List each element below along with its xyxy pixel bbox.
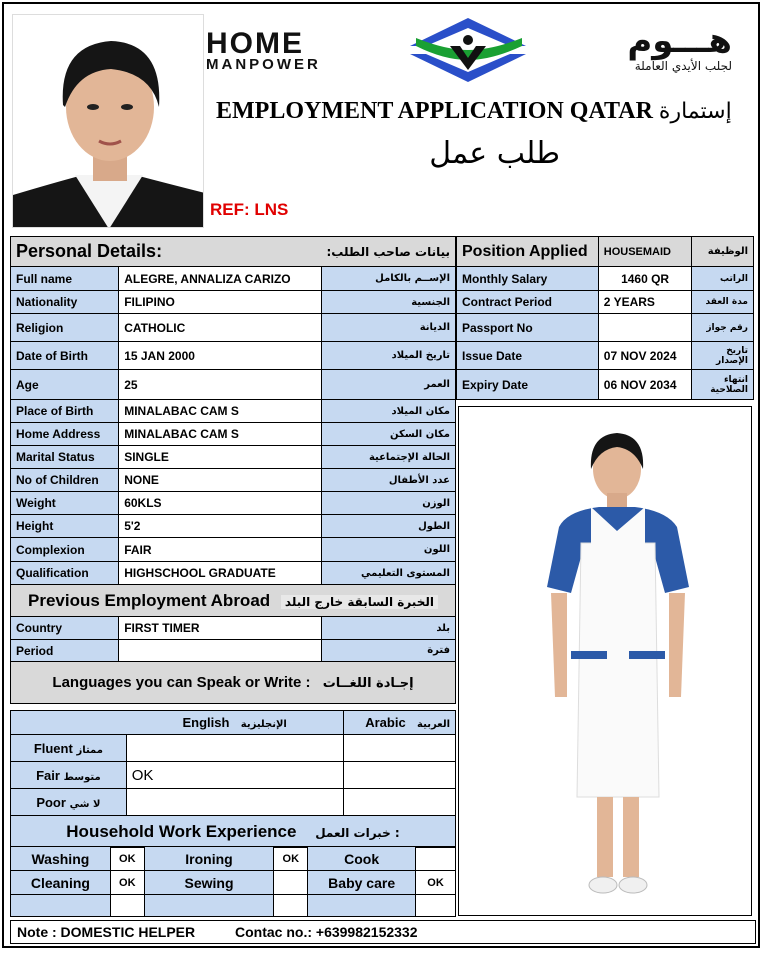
personal-value: FAIR: [119, 538, 322, 562]
language-level-arabic: لا شي: [69, 798, 101, 810]
languages-title-arabic: إجـادة اللغــات: [322, 676, 414, 691]
english-level-value: [126, 789, 343, 816]
personal-value: CATHOLIC: [119, 314, 322, 342]
personal-value: FILIPINO: [119, 291, 322, 314]
arabic-column: Arabic: [365, 715, 406, 730]
position-label: Expiry Date: [457, 370, 599, 400]
logo-arabic-name: هـــوم: [627, 21, 732, 61]
previous-label: Country: [11, 617, 119, 640]
form-title-arabic-1: إستمارة: [658, 99, 732, 124]
household-skill: Washing: [11, 847, 111, 871]
languages-columns: [11, 711, 456, 735]
personal-label-arabic: المستوى التعليمي: [321, 562, 455, 585]
personal-label-arabic: اللون: [321, 538, 455, 562]
applicant-portrait: [12, 14, 204, 228]
personal-label-arabic: العمر: [321, 370, 455, 400]
applicant-full-body-photo: [458, 406, 752, 916]
logo-mark-icon: [406, 16, 530, 84]
previous-row-country: [11, 617, 456, 640]
household-header: [11, 816, 456, 848]
household-skill-value: OK: [110, 847, 144, 871]
personal-label-arabic: عدد الأطفال: [321, 469, 455, 492]
position-value: 06 NOV 2034: [598, 370, 692, 400]
personal-value: ALEGRE, ANNALIZA CARIZO: [119, 267, 322, 291]
position-label-arabic: الراتب: [692, 267, 754, 291]
language-level-arabic: متوسط: [63, 771, 101, 783]
personal-value: 25: [119, 370, 322, 400]
position-label: Passport No: [457, 314, 599, 342]
personal-row: [11, 370, 456, 400]
english-level-value: [126, 735, 343, 762]
previous-label-arabic: بلد: [321, 617, 455, 640]
household-skill: Cleaning: [11, 871, 111, 895]
previous-employment-header: [11, 585, 456, 617]
previous-label: Period: [11, 640, 119, 662]
language-row: [11, 762, 456, 789]
position-row: [457, 314, 754, 342]
footer-contact: Contac no.: +639982152332: [235, 924, 418, 940]
personal-label: Marital Status: [11, 446, 119, 469]
household-skills-table: [10, 846, 456, 917]
position-label-arabic: مدة العقد: [692, 291, 754, 314]
previous-employment-title: Previous Employment Abroad: [28, 590, 271, 610]
footer-note: Note : DOMESTIC HELPER: [17, 924, 196, 940]
position-applied-value: HOUSEMAID: [598, 237, 692, 267]
household-row: [11, 871, 456, 895]
personal-label-arabic: الإســم بالكامل: [321, 267, 455, 291]
household-title-arabic: خبرات العمل :: [315, 825, 400, 840]
personal-label: No of Children: [11, 469, 119, 492]
household-skill-value: OK: [416, 871, 456, 895]
personal-value: 60KLS: [119, 492, 322, 515]
language-level: Fair: [36, 767, 60, 783]
personal-label: Weight: [11, 492, 119, 515]
position-table: [456, 236, 754, 400]
position-row: [457, 342, 754, 370]
language-level-arabic: ممتاز: [76, 744, 103, 756]
reference-code: REF: LNS: [210, 200, 289, 219]
arabic-level-value: [344, 735, 456, 762]
personal-value: 15 JAN 2000: [119, 342, 322, 370]
personal-label: Religion: [11, 314, 119, 342]
english-column: English: [182, 715, 230, 730]
previous-row-period: [11, 640, 456, 662]
household-skill: Sewing: [144, 871, 274, 895]
form-title-arabic-2: طلب عمل: [429, 136, 560, 171]
personal-label: Nationality: [11, 291, 119, 314]
position-row: [457, 291, 754, 314]
logo-arabic-tagline: لجلب الأيدي العاملة: [634, 59, 732, 73]
personal-label-arabic: مكان الميلاد: [321, 400, 455, 423]
languages-header: [11, 662, 456, 704]
personal-row: [11, 538, 456, 562]
household-skill-value: [416, 847, 456, 871]
personal-label-arabic: الطول: [321, 515, 455, 538]
language-level: Poor: [36, 794, 66, 810]
personal-label: Home Address: [11, 423, 119, 446]
household-row: [11, 847, 456, 871]
household-skill: Baby care: [308, 871, 416, 895]
language-row: [11, 735, 456, 762]
position-value: 1460 QR: [598, 267, 692, 291]
arabic-level-value: [344, 762, 456, 789]
language-level: Fluent: [33, 740, 73, 756]
position-applied-arabic: الوظيفة: [692, 237, 754, 267]
personal-value: SINGLE: [119, 446, 322, 469]
previous-value: FIRST TIMER: [119, 617, 322, 640]
personal-label-arabic: الجنسية: [321, 291, 455, 314]
personal-value: 5'2: [119, 515, 322, 538]
position-label-arabic: تاريخ الإصدار: [692, 342, 754, 370]
personal-details-table: [10, 236, 456, 704]
personal-label-arabic: مكان السكن: [321, 423, 455, 446]
previous-label-arabic: فترة: [321, 640, 455, 662]
household-skill-value: OK: [274, 847, 308, 871]
position-label: Monthly Salary: [457, 267, 599, 291]
personal-details-title-arabic: بيانات صاحب الطلب:: [321, 237, 455, 267]
personal-value: MINALABAC CAM S: [119, 423, 322, 446]
personal-label: Age: [11, 370, 119, 400]
personal-label-arabic: تاريخ الميلاد: [321, 342, 455, 370]
position-label: Issue Date: [457, 342, 599, 370]
position-value: [598, 314, 692, 342]
personal-value: MINALABAC CAM S: [119, 400, 322, 423]
personal-row: [11, 469, 456, 492]
languages-table: [10, 710, 456, 848]
footer: [10, 920, 756, 944]
previous-value: [119, 640, 322, 662]
arabic-level-value: [344, 789, 456, 816]
personal-row: [11, 400, 456, 423]
form-title-english: EMPLOYMENT APPLICATION QATAR: [216, 98, 653, 124]
form-title: [216, 98, 746, 132]
personal-row: [11, 314, 456, 342]
personal-details-title: Personal Details:: [11, 237, 322, 267]
household-title: Household Work Experience: [66, 821, 297, 841]
personal-value: NONE: [119, 469, 322, 492]
personal-details-header: [11, 237, 456, 267]
position-row: [457, 267, 754, 291]
personal-label: Qualification: [11, 562, 119, 585]
position-label-arabic: انتهاء الصلاحية: [692, 370, 754, 400]
personal-row: [11, 515, 456, 538]
personal-row: [11, 423, 456, 446]
personal-label: Date of Birth: [11, 342, 119, 370]
personal-label: Height: [11, 515, 119, 538]
household-skill-value: [274, 871, 308, 895]
logo-home-text: HOME: [206, 27, 304, 60]
logo-arabic: [540, 21, 732, 73]
personal-row: [11, 446, 456, 469]
english-column-arabic: الإنجليزية: [240, 719, 287, 730]
position-applied-row: [457, 237, 754, 267]
personal-row: [11, 267, 456, 291]
position-label: Contract Period: [457, 291, 599, 314]
language-row: [11, 789, 456, 816]
position-row: [457, 370, 754, 400]
household-empty-row: [11, 895, 456, 917]
personal-row: [11, 492, 456, 515]
personal-label: Full name: [11, 267, 119, 291]
position-value: 07 NOV 2024: [598, 342, 692, 370]
personal-row: [11, 562, 456, 585]
household-skill-value: OK: [110, 871, 144, 895]
languages-title: Languages you can Speak or Write :: [52, 674, 311, 691]
arabic-column-arabic: العربية: [417, 719, 450, 730]
personal-label: Complexion: [11, 538, 119, 562]
personal-label-arabic: الديانة: [321, 314, 455, 342]
household-skill: Cook: [308, 847, 416, 871]
previous-employment-title-arabic: الخبرة السابقة خارج البلد: [281, 595, 438, 609]
logo-manpower-text: MANPOWER: [206, 56, 321, 73]
personal-label-arabic: الوزن: [321, 492, 455, 515]
personal-label: Place of Birth: [11, 400, 119, 423]
personal-row: [11, 342, 456, 370]
personal-row: [11, 291, 456, 314]
personal-label-arabic: الحالة الإجتماعية: [321, 446, 455, 469]
position-applied-label: Position Applied: [457, 237, 599, 267]
personal-value: HIGHSCHOOL GRADUATE: [119, 562, 322, 585]
position-value: 2 YEARS: [598, 291, 692, 314]
position-label-arabic: رقم جواز: [692, 314, 754, 342]
english-level-value: OK: [126, 762, 343, 789]
logo-english: [206, 27, 396, 73]
household-skill: Ironing: [144, 847, 274, 871]
